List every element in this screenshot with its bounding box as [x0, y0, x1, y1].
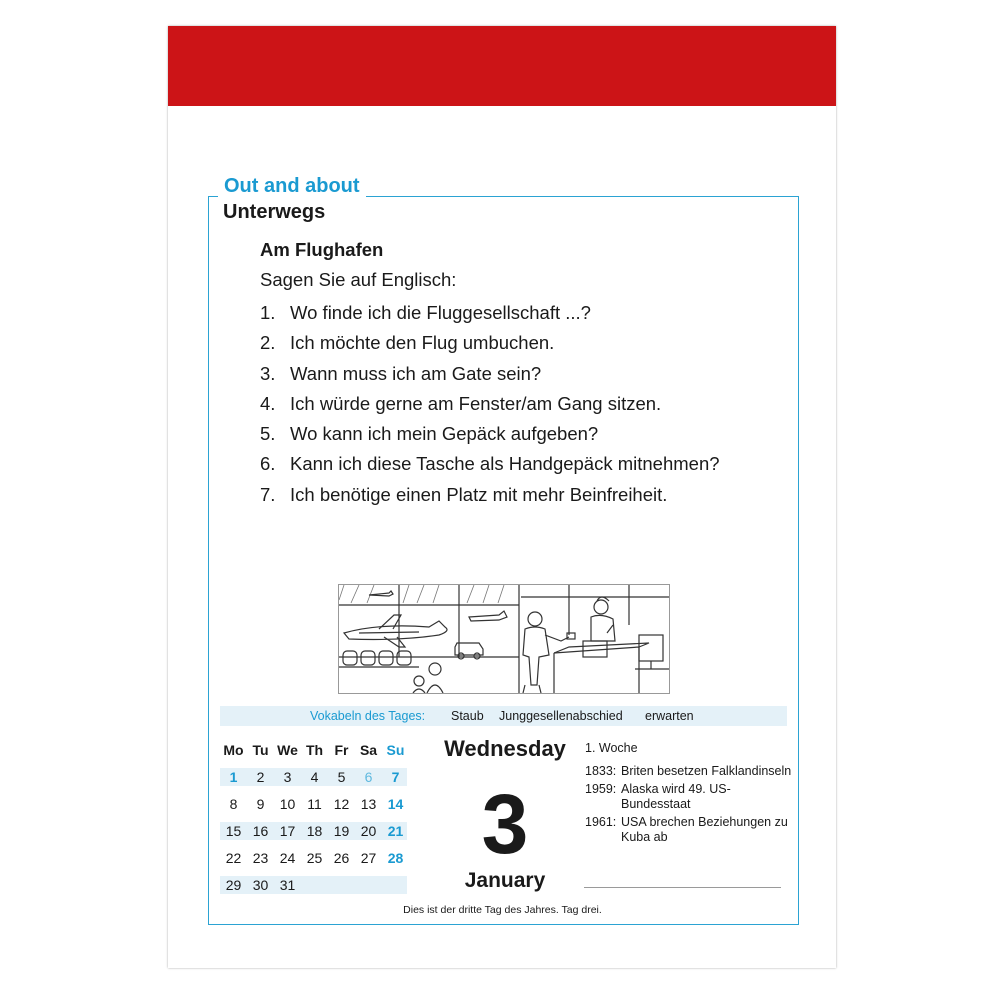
section-title-english: Out and about: [218, 174, 366, 198]
question-item: [260, 389, 720, 419]
calendar-day: 9: [256, 796, 265, 812]
history-event: [585, 764, 795, 779]
question-number: 1.: [260, 302, 276, 323]
weekday-label: We: [277, 742, 298, 758]
question-number: 3.: [260, 362, 276, 384]
calendar-day: 6: [364, 769, 373, 785]
history-events: [585, 764, 795, 848]
vocab-label: Vokabeln des Tages:: [310, 709, 426, 723]
calendar-day: 24: [279, 850, 296, 866]
calendar-page: [168, 26, 836, 968]
event-year: 1959:: [585, 782, 617, 796]
airport-illustration: [338, 584, 670, 694]
calendar-day: 31: [279, 877, 296, 893]
calendar-day: 25: [306, 850, 323, 866]
calendar-day: 5: [337, 769, 346, 785]
note-line: [584, 887, 781, 888]
month-name: January: [464, 869, 546, 892]
lesson-intro: Sagen Sie auf Englisch:: [260, 269, 457, 290]
event-text: Briten besetzen Falklandinseln: [621, 764, 792, 778]
question-item: [260, 419, 720, 449]
calendar-week-row: [220, 846, 408, 873]
calendar-day: 3: [283, 769, 292, 785]
weekday-label: Tu: [252, 742, 269, 758]
calendar-day: 14: [387, 796, 404, 812]
calendar-day: 8: [229, 796, 238, 812]
day-of-year-note: Dies ist der dritte Tag des Jahres. Tag drei.: [403, 904, 602, 916]
question-number: 7.: [260, 483, 276, 505]
calendar-day: 17: [279, 823, 296, 839]
calendar-day: 20: [360, 823, 377, 839]
question-item: [260, 298, 720, 328]
calendar-week-row: [220, 873, 408, 900]
day-number: 3: [481, 777, 529, 871]
weekday-label: Th: [305, 742, 324, 758]
weekday-label: Su: [386, 742, 405, 758]
calendar-day: 15: [225, 823, 242, 839]
calendar-week-row: [220, 765, 408, 792]
calendar-day: 11: [307, 796, 322, 812]
calendar-day: 22: [225, 850, 242, 866]
event-year: 1961:: [585, 815, 617, 829]
calendar-day: 28: [387, 850, 404, 866]
vocab-word: Staub: [451, 709, 484, 723]
calendar-week-row: [220, 792, 408, 819]
weekday-label: Fr: [334, 742, 349, 758]
week-number: 1. Woche: [585, 741, 638, 755]
vocab-word: Junggesellenabschied: [499, 709, 623, 723]
calendar-day: 30: [252, 877, 269, 893]
question-item: [260, 449, 720, 479]
calendar-day: 10: [279, 796, 296, 812]
calendar-day: 27: [360, 850, 377, 866]
question-list: [260, 298, 720, 510]
question-text: Wann muss ich am Gate sein?: [290, 362, 542, 384]
calendar-day: 1: [229, 769, 238, 785]
question-item: [260, 328, 720, 358]
question-text: Kann ich diese Tasche als Handgepäck mitnehmen?: [290, 453, 720, 475]
question-number: 5.: [260, 423, 276, 445]
event-text: Alaska wird 49. US-Bundesstaat: [621, 782, 731, 811]
calendar-day: 18: [306, 823, 323, 839]
question-text: Ich würde gerne am Fenster/am Gang sitzen.: [290, 392, 662, 414]
calendar-day: 29: [225, 877, 242, 893]
calendar-day: 21: [387, 823, 404, 839]
vocab-word: erwarten: [645, 709, 694, 723]
calendar-weekday-header: [220, 738, 408, 765]
question-item: [260, 359, 720, 389]
section-title-german: Unterwegs: [223, 201, 326, 223]
red-header-band: [168, 26, 836, 106]
calendar-day: 26: [333, 850, 350, 866]
history-event: [585, 782, 795, 812]
weekday-label: Mo: [223, 742, 244, 758]
calendar-day: 13: [360, 796, 377, 812]
question-text: Ich möchte den Flug umbuchen.: [290, 332, 555, 354]
calendar-day: 2: [256, 769, 265, 785]
question-number: 6.: [260, 453, 276, 475]
question-text: Wo kann ich mein Gepäck aufgeben?: [290, 423, 599, 445]
month-calendar: [220, 738, 408, 900]
vocab-of-the-day-bar: [220, 706, 787, 726]
weekday-label: Sa: [359, 742, 378, 758]
event-text: USA brechen Beziehungen zu Kuba ab: [621, 815, 788, 844]
history-event: [585, 815, 795, 845]
airport-scene-drawing: [339, 585, 669, 693]
question-text: Wo finde ich die Fluggesellschaft ...?: [290, 302, 591, 323]
calendar-day: 4: [310, 769, 319, 785]
question-number: 2.: [260, 332, 276, 354]
calendar-week-row: [220, 819, 408, 846]
calendar-day: 16: [252, 823, 269, 839]
question-text: Ich benötige einen Platz mit mehr Beinfreiheit.: [290, 483, 668, 505]
question-number: 4.: [260, 392, 276, 414]
lesson-title: Am Flughafen: [260, 239, 384, 260]
event-year: 1833:: [585, 764, 617, 778]
calendar-day: 19: [333, 823, 350, 839]
calendar-day: 7: [391, 769, 400, 785]
weekday-name: Wednesday: [444, 736, 566, 761]
calendar-day: 23: [252, 850, 269, 866]
question-item: [260, 480, 720, 510]
calendar-day: 12: [333, 796, 350, 812]
